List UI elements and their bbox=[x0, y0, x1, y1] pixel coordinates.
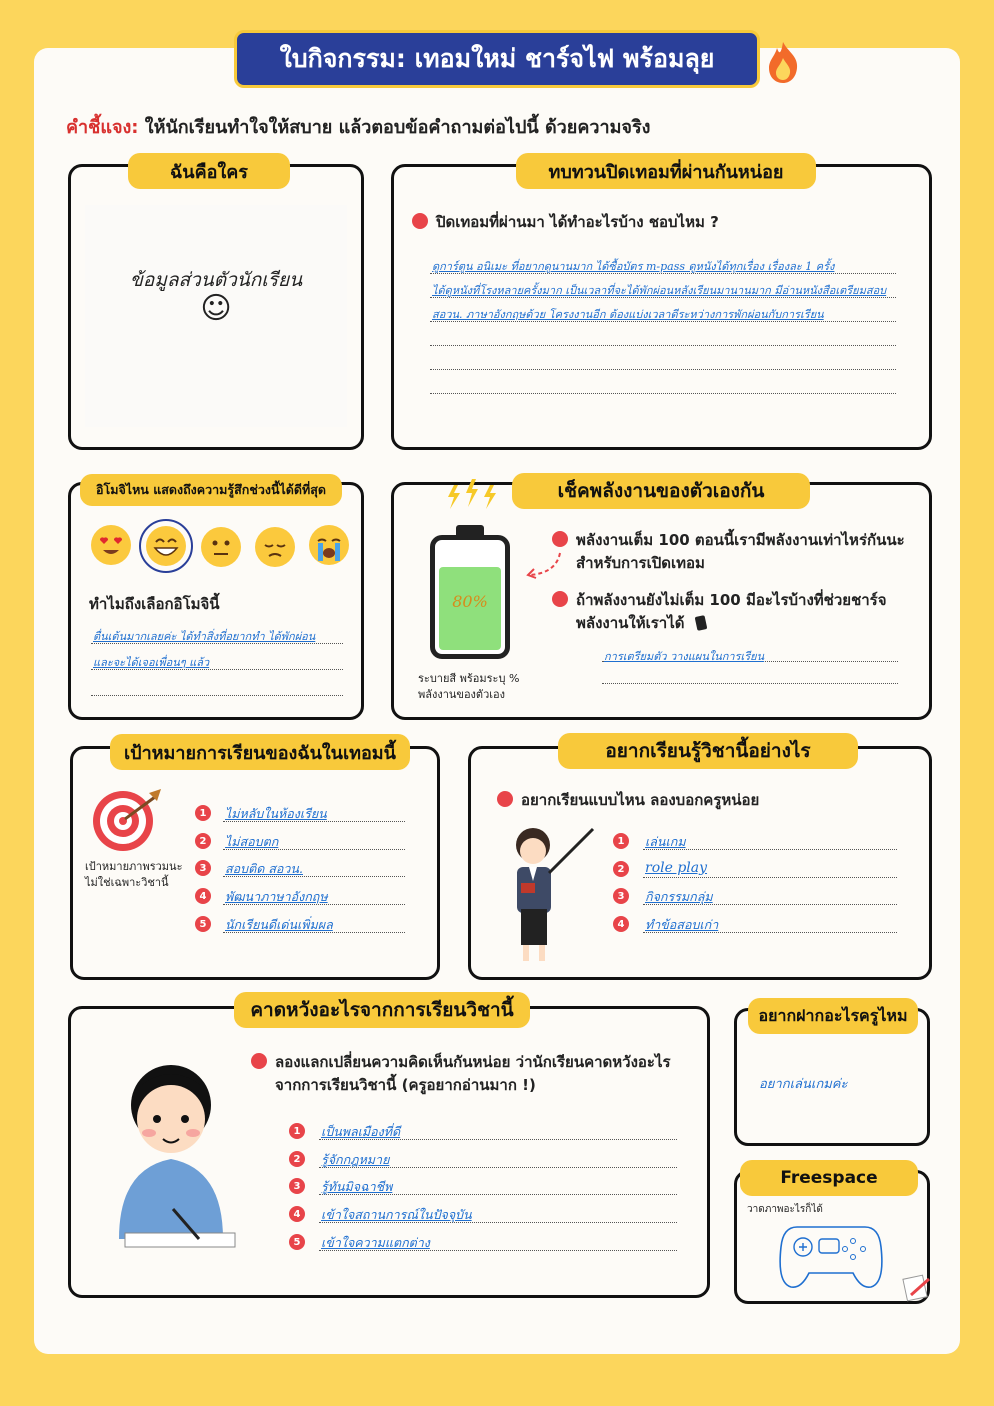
answer-line bbox=[91, 695, 343, 696]
whoami-tab: ฉันคือใคร bbox=[128, 153, 290, 189]
goals-note-2: ไม่ใช่เฉพาะวิชานี้ bbox=[85, 876, 169, 889]
goals-box bbox=[70, 746, 440, 980]
energy-answer: การเตรียมตัว วางแผนในการเรียน bbox=[604, 650, 765, 663]
emoji-tab: อิโมจิไหน แสดงถึงความรู้สึกช่วงนี้ได้ดีที่สุด bbox=[80, 474, 342, 506]
neutral-emoji-icon[interactable] bbox=[201, 527, 241, 567]
emoji-box bbox=[68, 482, 364, 720]
goal-number-2: 2 bbox=[195, 833, 211, 849]
instruction-label: คำชี้แจง: bbox=[66, 117, 139, 138]
answer-line bbox=[602, 683, 898, 684]
askteacher-tab: อยากฝากอะไรครูไหม bbox=[748, 998, 918, 1034]
bullet-dot bbox=[497, 791, 513, 807]
lightning-icon bbox=[444, 479, 500, 513]
review-answer-1: ดูการ์ตูน อนิเมะ ที่อยากดูนานมาก ได้ซื้อบัตร m-pass ดูหนังได้ทุกเรื่อง เรื่องละ 1 ครั้ง bbox=[432, 260, 835, 273]
target-icon bbox=[89, 787, 165, 853]
grinning-emoji-icon[interactable] bbox=[146, 526, 186, 566]
answer-line bbox=[643, 877, 897, 878]
goal-item-5: นักเรียนดีเด่นเพิ่มผล bbox=[225, 917, 333, 932]
answer-line bbox=[430, 393, 896, 394]
expect-item-3: รู้ทันมิจฉาชีพ bbox=[321, 1179, 393, 1194]
learn-number-4: 4 bbox=[613, 916, 629, 932]
whoami-box bbox=[68, 164, 364, 450]
student-writing-illustration bbox=[115, 1059, 245, 1263]
expect-item-2: รู้จักกฎหมาย bbox=[321, 1152, 390, 1167]
askteacher-answer: อยากเล่นเกมค่ะ bbox=[759, 1077, 848, 1092]
goals-tab: เป้าหมายการเรียนของฉันในเทอมนี้ bbox=[110, 734, 410, 770]
review-tab: ทบทวนปิดเทอมที่ผ่านกันหน่อย bbox=[516, 153, 816, 189]
goal-item-2: ไม่สอบตก bbox=[225, 834, 279, 849]
gamepad-drawing-icon bbox=[779, 1219, 883, 1291]
learnhow-question: อยากเรียนแบบไหน ลองบอกครูหน่อย bbox=[497, 789, 759, 812]
learn-number-2: 2 bbox=[613, 861, 629, 877]
expect-number-2: 2 bbox=[289, 1151, 305, 1167]
goal-number-5: 5 bbox=[195, 916, 211, 932]
battery-caption-2: พลังงานของตัวเอง bbox=[418, 688, 505, 701]
expect-number-4: 4 bbox=[289, 1206, 305, 1222]
expect-question: ลองแลกเปลี่ยนความคิดเห็นกันหน่อย ว่านักเรียนคาดหวังอะไร จากการเรียนวิชานี้ (ครูอยากอ่านมาก !) bbox=[251, 1051, 671, 1098]
expect-number-3: 3 bbox=[289, 1178, 305, 1194]
learn-item-2: role play bbox=[645, 860, 708, 876]
learnhow-tab: อยากเรียนรู้วิชานี้อย่างไร bbox=[558, 733, 858, 769]
whoami-content: ข้อมูลส่วนตัวนักเรียน bbox=[129, 269, 303, 291]
energy-question-1: พลังงานเต็ม 100 ตอนนี้เรามีพลังงานเท่าไหร่กันนะ สำหรับการเปิดเทอม bbox=[552, 529, 905, 576]
bullet-dot bbox=[552, 531, 568, 547]
emoji-answer-1: ตื่นเต้นมากเลยค่ะ ได้ทำสิ่งที่อยากทำ ได้พักผ่อน bbox=[93, 630, 316, 643]
bullet-dot bbox=[251, 1053, 267, 1069]
answer-line bbox=[430, 369, 896, 370]
instruction-text: ให้นักเรียนทำใจให้สบาย แล้วตอบข้อคำถามต่อไปนี้ ด้วยความจริง bbox=[144, 117, 651, 138]
energy-question-2: ถ้าพลังงานยังไม่เต็ม 100 มีอะไรบ้างที่ช่วยชาร์จ พลังงานให้เราได้ bbox=[552, 589, 887, 636]
pencil-paper-icon bbox=[901, 1271, 933, 1303]
fire-icon bbox=[766, 40, 800, 84]
review-answer-3: สอวน. ภาษาอังกฤษด้วย โครงงานอีก ต้องแบ่งเวลาดีระหว่างการพักผ่อนกับการเรียน bbox=[432, 308, 824, 321]
goal-number-1: 1 bbox=[195, 805, 211, 821]
goal-item-1: ไม่หลับในห้องเรียน bbox=[225, 806, 327, 821]
learn-item-3: กิจกรรมกลุ่ม bbox=[645, 889, 713, 904]
freespace-tab: Freespace bbox=[740, 1160, 918, 1196]
heart-eyes-emoji-icon[interactable] bbox=[91, 525, 131, 565]
page-title: ใบกิจกรรม: เทอมใหม่ ชาร์จไฟ พร้อมลุย bbox=[234, 30, 760, 88]
learn-item-1: เล่นเกม bbox=[645, 834, 686, 849]
review-answer-2: ได้ดูหนังที่โรงหลายครั้งมาก เป็นเวลาที่จะได้พักผ่อนหลังเรียนมานานมาก มีอ่านหนังสือเตรียมสอบ bbox=[432, 284, 887, 297]
emoji-why-label: ทำไมถึงเลือกอิโมจินี้ bbox=[89, 595, 220, 613]
learnhow-box bbox=[468, 746, 932, 980]
answer-line bbox=[430, 345, 896, 346]
battery-small-icon bbox=[694, 615, 707, 631]
battery-caption-1: ระบายสี พร้อมระบุ % bbox=[418, 672, 520, 685]
review-box bbox=[391, 164, 932, 450]
battery-body bbox=[430, 535, 510, 659]
freespace-caption: วาดภาพอะไรก็ได้ bbox=[747, 1204, 823, 1215]
expect-number-1: 1 bbox=[289, 1123, 305, 1139]
expect-number-5: 5 bbox=[289, 1234, 305, 1250]
expect-item-5: เข้าใจความแตกต่าง bbox=[321, 1235, 430, 1250]
smiley-icon: ☺ bbox=[200, 291, 232, 326]
expect-item-1: เป็นพลเมืองที่ดี bbox=[321, 1124, 401, 1139]
expect-tab: คาดหวังอะไรจากการเรียนวิชานี้ bbox=[234, 992, 530, 1028]
expect-box bbox=[68, 1006, 710, 1298]
bullet-dot bbox=[412, 213, 428, 229]
goal-item-4: พัฒนาภาษาอังกฤษ bbox=[225, 889, 328, 904]
energy-tab: เช็คพลังงานของตัวเองกัน bbox=[512, 473, 810, 509]
bullet-dot bbox=[552, 591, 568, 607]
goal-number-3: 3 bbox=[195, 860, 211, 876]
goal-item-3: สอบติด สอวน. bbox=[225, 861, 303, 876]
energy-box bbox=[391, 482, 932, 720]
goal-number-4: 4 bbox=[195, 888, 211, 904]
goals-note-1: เป้าหมายภาพรวมนะ bbox=[85, 860, 183, 873]
emoji-answer-2: และจะได้เจอเพื่อนๆ แล้ว bbox=[93, 656, 210, 669]
crying-emoji-icon[interactable] bbox=[309, 525, 349, 565]
teacher-illustration bbox=[501, 823, 601, 967]
pensive-emoji-icon[interactable] bbox=[255, 527, 295, 567]
instruction bbox=[66, 112, 650, 141]
battery-percent: 80% bbox=[452, 592, 488, 611]
learn-number-1: 1 bbox=[613, 833, 629, 849]
expect-item-4: เข้าใจสถานการณ์ในปัจจุบัน bbox=[321, 1207, 472, 1222]
learn-item-4: ทำข้อสอบเก่า bbox=[645, 917, 719, 932]
learn-number-3: 3 bbox=[613, 888, 629, 904]
review-question: ปิดเทอมที่ผ่านมา ได้ทำอะไรบ้าง ชอบไหม ? bbox=[412, 211, 719, 234]
